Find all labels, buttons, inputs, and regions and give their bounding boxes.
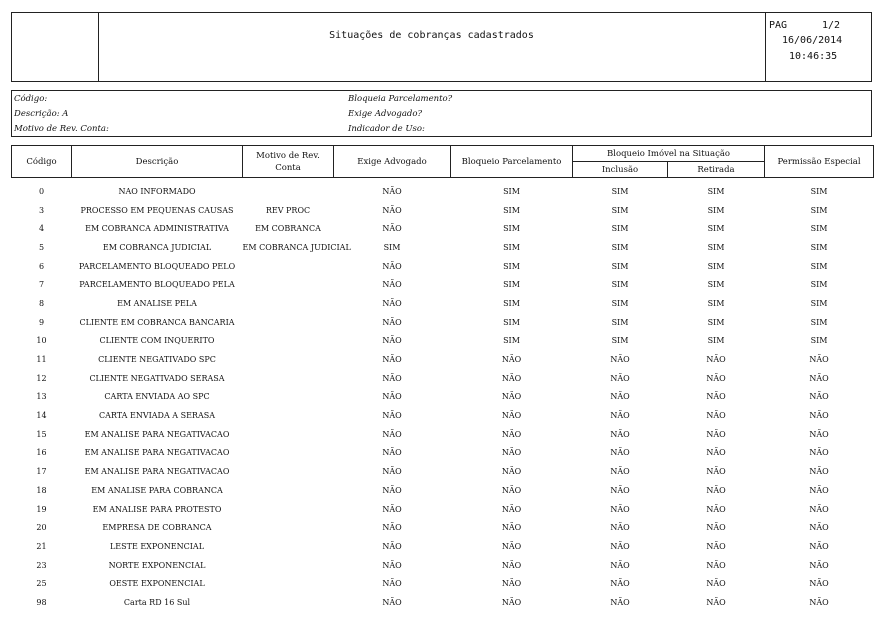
table-cell: SIM [707,317,725,327]
table-cell: NAO INFORMADO [118,186,196,196]
filter-panel [11,90,872,137]
table-cell: SIM [503,317,520,327]
table-row [12,238,874,257]
table-cell: EMPRESA DE COBRANCA [102,523,212,533]
table-cell: NÃO [382,317,402,327]
table-row [12,294,874,313]
table-cell: SIM [707,261,725,271]
table-cell: SIM [611,242,629,252]
table-cell: CARTA ENVIADA A SERASA [99,411,215,421]
table-cell: EM ANALISE PARA NEGATIVACAO [84,429,230,439]
filter-motivo: Motivo de Rev. Conta: [14,124,109,134]
table-cell: NÃO [610,429,630,439]
report-meta [765,13,872,81]
table-cell: NÃO [382,411,402,421]
table-cell: NÃO [809,467,829,477]
table-cell: NÃO [501,485,522,495]
table-cell: REV PROC [265,205,311,215]
table-cell: NÃO [382,261,402,271]
table-cell: EM COBRANCA [255,224,321,234]
table-body [12,178,874,612]
table-cell: SIM [707,224,725,234]
table-row [12,444,874,463]
table-cell: EM COBRANCA JUDICIAL [242,242,351,252]
table-cell: EM COBRANCA ADMINISTRATIVA [85,224,229,234]
table-cell: NÃO [706,429,726,439]
table-cell: NÃO [610,355,630,365]
table-cell [243,350,334,369]
table-cell: NÃO [809,541,829,551]
table-cell: SIM [810,205,828,215]
table-cell: LESTE EXPONENCIAL [109,541,205,551]
table-cell: 7 [38,280,45,290]
table-row [12,313,874,332]
table-cell: NÃO [382,392,402,402]
table-cell: SIM [707,186,725,196]
table-cell: NÃO [610,541,630,551]
table-cell: NÃO [809,429,829,439]
col-retirada: Retirada [668,162,765,178]
table-cell: EM ANALISE PARA COBRANCA [91,485,223,495]
table-cell: NÃO [501,448,522,458]
table-cell [243,556,334,575]
table-cell [243,275,334,294]
col-inclusao: Inclusão [573,162,668,178]
table-cell: NÃO [382,336,402,346]
table-cell [243,500,334,519]
table-cell: SIM [810,261,828,271]
table-cell: SIM [503,298,520,308]
table-cell: Carta RD 16 Sul [123,597,191,607]
table-cell: NÃO [610,448,630,458]
table-cell: NÃO [382,205,402,215]
col-bloqueio-imovel: Bloqueio Imóvel na Situação [573,146,765,162]
table-cell: PROCESSO EM PEQUENAS CAUSAS [80,205,234,215]
table-row [12,369,874,388]
table-cell: SIM [611,186,629,196]
table-row [12,462,874,481]
table-cell: NÃO [610,485,630,495]
table-cell: EM ANALISE PARA PROTESTO [92,504,222,514]
table-cell: SIM [611,317,629,327]
table-cell: SIM [707,242,725,252]
table-cell: NÃO [501,429,522,439]
table-cell: SIM [707,205,725,215]
col-motivo: Motivo de Rev. Conta [243,146,334,178]
table-cell: SIM [810,317,828,327]
table-cell: CARTA ENVIADA AO SPC [104,392,210,402]
table-cell: NÃO [501,523,522,533]
col-codigo: Código [12,146,72,178]
table-row [12,574,874,593]
table-cell: 12 [36,373,47,383]
table-cell: NÃO [610,597,630,607]
filter-bloqueia: Bloqueia Parcelamento? [348,94,453,104]
table-cell: NÃO [501,504,522,514]
table-cell: 4 [38,224,45,234]
table-row [12,388,874,407]
table-row [12,518,874,537]
table-row [12,537,874,556]
table-cell: NÃO [706,485,726,495]
cobranca-table [11,145,874,612]
table-cell: NÃO [706,411,726,421]
table-cell [243,294,334,313]
table-cell: NÃO [501,373,522,383]
table-cell [243,481,334,500]
table-cell: NÃO [382,504,402,514]
table-cell: NÃO [706,373,726,383]
filter-exige: Exige Advogado? [348,109,423,119]
table-cell: NÃO [501,579,522,589]
table-cell: NÃO [382,485,402,495]
table-row [12,500,874,519]
table-cell: EM ANALISE PELA [117,298,197,308]
filter-descricao: Descrição: A [14,109,69,119]
table-cell: NÃO [610,467,630,477]
table-cell [243,425,334,444]
table-cell [243,406,334,425]
table-cell: NÃO [382,597,402,607]
table-cell: SIM [503,280,520,290]
table-cell [243,313,334,332]
table-cell: 19 [36,504,47,514]
table-cell: NÃO [501,467,522,477]
table-cell: CLIENTE NEGATIVADO SERASA [89,373,225,383]
table-cell: NÃO [382,280,402,290]
table-cell: NÃO [809,485,829,495]
table-cell: SIM [611,261,629,271]
table-cell: NÃO [809,579,829,589]
table-cell: NÃO [809,560,829,570]
table-row [12,481,874,500]
table-cell: NÃO [382,224,402,234]
col-descricao: Descrição [72,146,243,178]
table-cell: 20 [36,523,47,533]
table-cell: CLIENTE EM COBRANCA BANCARIA [79,317,235,327]
table-cell: NÃO [610,560,630,570]
table-cell: NÃO [382,560,402,570]
table-cell: SIM [611,224,629,234]
table-cell: NÃO [501,355,522,365]
table-cell [243,462,334,481]
table-cell: CLIENTE NEGATIVADO SPC [98,355,216,365]
table-cell: CLIENTE COM INQUERITO [99,336,215,346]
table-cell: 3 [38,205,45,215]
table-cell: SIM [707,280,725,290]
table-cell: SIM [503,186,520,196]
table-cell: SIM [503,224,520,234]
table-cell: 21 [36,541,47,551]
table-cell: NÃO [809,448,829,458]
table-cell: NÃO [809,355,829,365]
table-cell: NÃO [706,504,726,514]
table-cell: NÃO [382,186,402,196]
table-row [12,257,874,276]
table-row [12,219,874,238]
table-row [12,556,874,575]
col-permissao: Permissão Especial [765,146,874,178]
table-cell: NÃO [610,411,630,421]
table-cell: NÃO [382,523,402,533]
table-cell: 16 [36,448,47,458]
table-cell: 10 [36,336,47,346]
table-cell: SIM [810,242,828,252]
table-cell: 14 [36,411,47,421]
table-row [12,178,874,201]
table-cell: SIM [810,224,828,234]
table-cell: NÃO [610,392,630,402]
table-row [12,275,874,294]
table-cell: NÃO [382,467,402,477]
table-cell: PARCELAMENTO BLOQUEADO PELO [78,261,236,271]
table-cell: PARCELAMENTO BLOQUEADO PELA [79,280,235,290]
table-cell: NÃO [501,541,522,551]
table-row [12,332,874,351]
table-cell: NÃO [706,392,726,402]
table-cell [243,178,334,201]
report-time: 10:46:35 [789,51,838,62]
table-cell: SIM [810,280,828,290]
table-cell: NÃO [809,597,829,607]
table-cell: SIM [611,298,629,308]
table-row [12,593,874,612]
table-cell: NÃO [501,411,522,421]
table-cell [243,369,334,388]
table-row [12,350,874,369]
table-cell: NÃO [382,298,402,308]
table-cell: 15 [36,429,47,439]
table-cell: NÃO [809,504,829,514]
table-cell: 23 [36,560,47,570]
table-cell: SIM [611,205,629,215]
table-cell: EM ANALISE PARA NEGATIVACAO [84,448,230,458]
table-cell: NÃO [382,373,402,383]
table-cell: 11 [36,355,47,365]
table-cell [243,593,334,612]
table-cell: SIM [810,336,828,346]
table-cell: 18 [36,485,47,495]
table-cell: NÃO [501,392,522,402]
table-cell [243,518,334,537]
table-row [12,425,874,444]
table-cell [243,574,334,593]
table-cell: NÃO [809,523,829,533]
table-cell: NÃO [501,560,522,570]
table-cell [243,388,334,407]
table-cell [243,537,334,556]
table-cell: NÃO [382,579,402,589]
table-cell: NÃO [706,560,726,570]
table-cell: SIM [503,242,520,252]
report-title: Situações de cobranças cadastrados [329,29,534,41]
table-cell: NÃO [706,541,726,551]
filter-codigo: Código: [14,94,48,104]
table-cell: 25 [36,579,47,589]
table-cell: NÃO [706,355,726,365]
table-cell: NORTE EXPONENCIAL [108,560,206,570]
table-cell: SIM [707,336,725,346]
page-number: 1/2 [822,20,841,31]
table-cell: NÃO [610,579,630,589]
table-cell: SIM [611,336,629,346]
table-cell: 5 [38,242,45,252]
table-cell: 13 [36,392,47,402]
table-cell: SIM [707,298,725,308]
report-date: 16/06/2014 [782,35,843,46]
table-cell: NÃO [706,597,726,607]
table-cell: NÃO [610,373,630,383]
table-cell: SIM [503,336,520,346]
table-cell: SIM [810,298,828,308]
table-cell: NÃO [610,523,630,533]
table-cell [243,444,334,463]
table-cell: NÃO [809,373,829,383]
table-cell: SIM [503,261,520,271]
table-cell: NÃO [706,579,726,589]
table-cell: NÃO [382,355,402,365]
page-label: PAG [769,20,788,31]
table-cell: EM ANALISE PARA NEGATIVACAO [84,467,230,477]
table-cell: NÃO [382,541,402,551]
table-cell: NÃO [809,411,829,421]
logo-area [12,13,99,81]
table-cell: SIM [611,280,629,290]
table-cell: 0 [38,186,45,196]
table-cell: SIM [503,205,520,215]
table-cell: NÃO [706,448,726,458]
table-cell [243,257,334,276]
table-cell: SIM [810,186,828,196]
table-cell: SIM [383,242,401,252]
table-cell: OESTE EXPONENCIAL [109,579,205,589]
table-cell: NÃO [382,429,402,439]
table-cell: NÃO [706,467,726,477]
col-bloqueio-parc: Bloqueio Parcelamento [451,146,573,178]
table-cell: NÃO [809,392,829,402]
table-cell: NÃO [706,523,726,533]
table-cell: 17 [36,467,47,477]
table-cell: 6 [38,261,45,271]
table-cell: EM COBRANCA JUDICIAL [102,242,212,252]
table-row [12,201,874,220]
table-cell: NÃO [610,504,630,514]
table-cell: 9 [38,317,45,327]
table-cell: NÃO [501,597,522,607]
report-header [11,12,872,82]
table-cell: NÃO [382,448,402,458]
filter-indicador: Indicador de Uso: [348,124,425,134]
table-cell: 8 [38,298,45,308]
table-row [12,406,874,425]
col-exige: Exige Advogado [334,146,451,178]
table-cell [243,332,334,351]
table-cell: 98 [36,597,47,607]
